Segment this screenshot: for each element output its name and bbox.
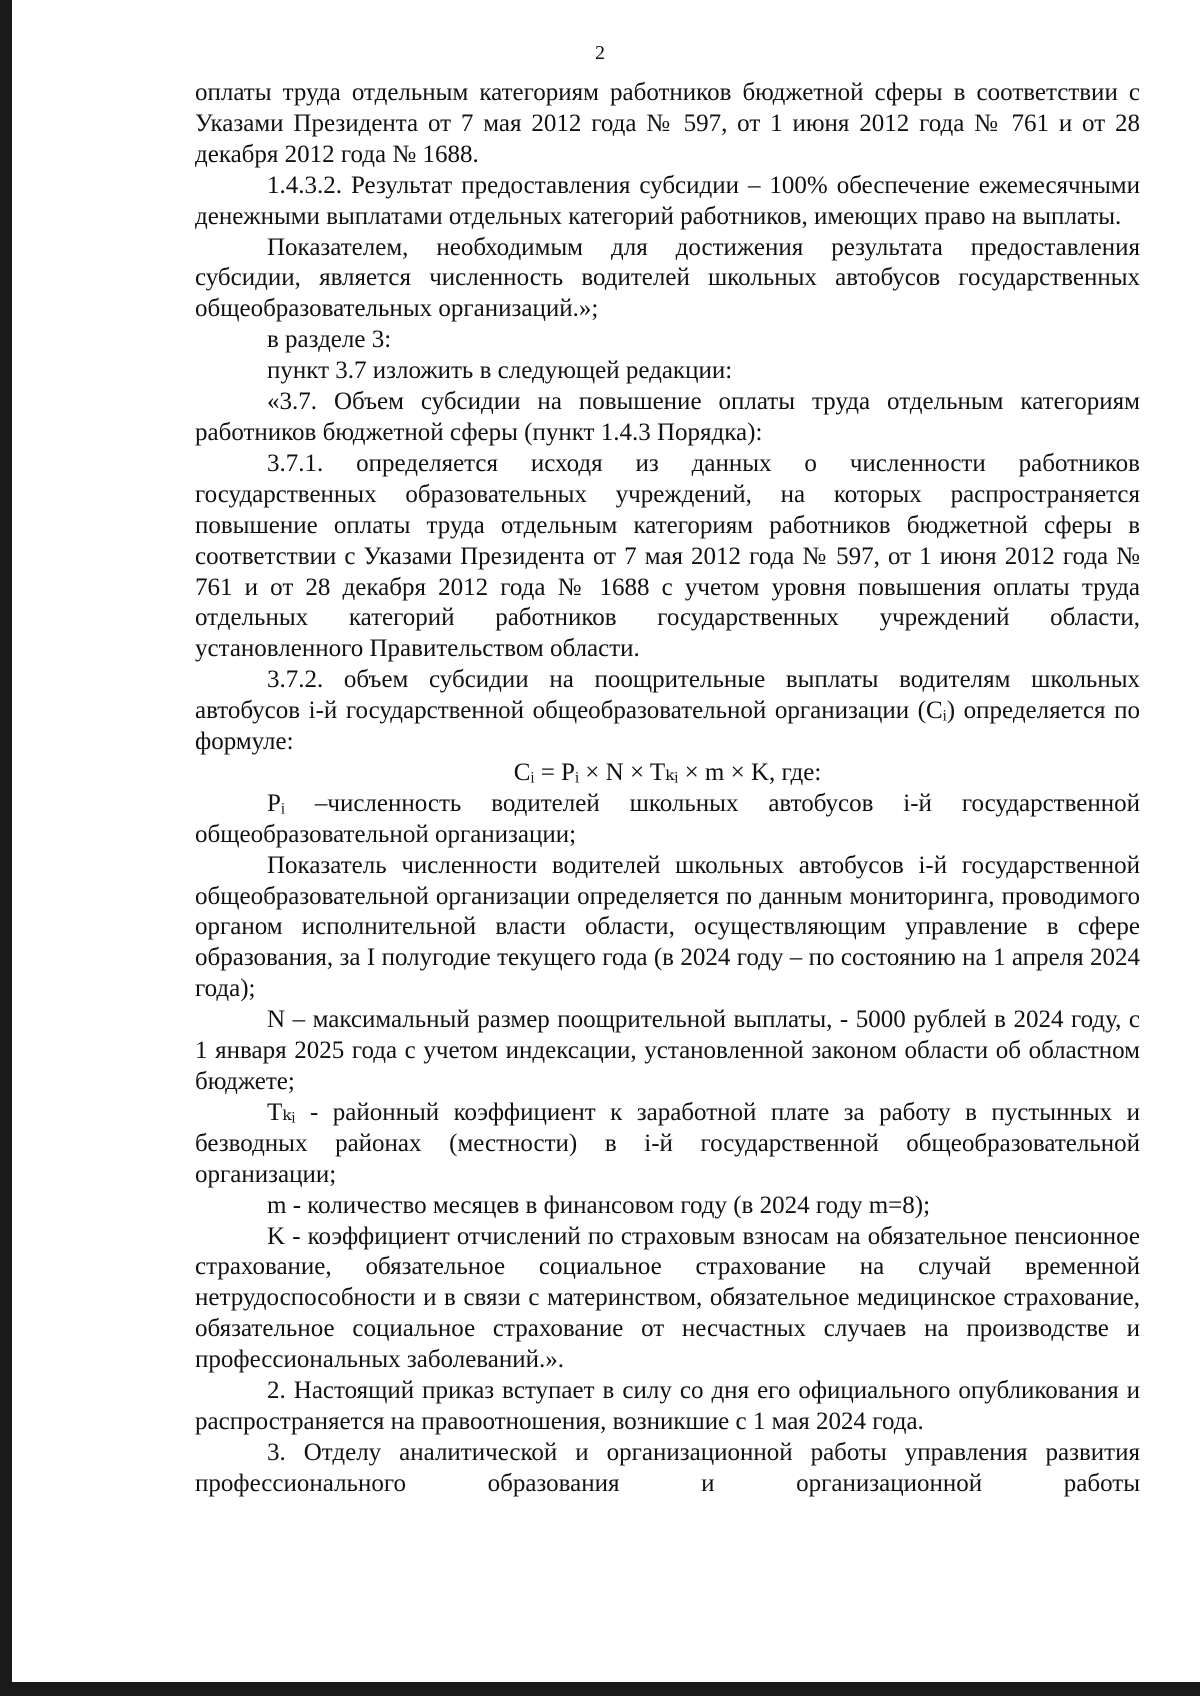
paragraph-item-2: 2. Настоящий приказ вступает в силу со дня его официального опубликования и распространяется на правоотношения, возникшие с 1 мая 2024 года. xyxy=(195,1377,1140,1435)
definition-n: N – максимальный размер поощрительной выплаты, - 5000 рублей в 2024 году, с 1 января 2025 года с учетом индексации, установленной законом области об областном бюджете; xyxy=(195,1006,1140,1095)
scan-border-left xyxy=(0,0,12,1696)
paragraph-1-4-3-2: 1.4.3.2. Результат предоставления субсидии – 100% обеспечение ежемесячными денежными выплатами отдельных категорий работников, имеющих право на выплаты. xyxy=(195,171,1140,230)
definition-tki: Tₖᵢ - районный коэффициент к заработной плате за работу в пустынных и безводных районах (местности) в i-й государственной общеобразовательной организации; xyxy=(195,1098,1140,1188)
paragraph-intro-continuation: оплаты труда отдельным категориям работников бюджетной сферы в соответствии с Указами Президента от 7 мая 2012 года № 597, от 1 июня 2012 года № 761 и от 28 декабря 2012 года № 1688. xyxy=(195,79,1140,168)
paragraph-clause-3-7-2: 3.7.2. объем субсидии на поощрительные выплаты водителям школьных автобусов i-й государственной общеобразовательной организации (Cᵢ) определяется по формуле: xyxy=(195,666,1140,756)
page-number: 2 xyxy=(595,42,605,64)
paragraph-clause-3-7-1: 3.7.1. определяется исходя из данных о численности работников государственных образовательных учреждений, на которых распространяется повышение оплаты труда отдельным категориям работников бюджетной сферы в соответствии с Указами Президента от 7 мая 2012 года № 597, от 1 июня 2012 года № 761 и от 28 декабря 2012 года № 1688 с учетом уровня повышения оплаты труда отдельных категорий работников государственных учреждений области, установленного Правительством области. xyxy=(195,449,1140,663)
formula: Cᵢ = Pᵢ × N × Tₖᵢ × m × K, где: xyxy=(513,758,822,786)
definition-pi: Pᵢ –численность водителей школьных автобусов i-й государственной общеобразовательной организации; xyxy=(195,789,1140,848)
definition-m: m - количество месяцев в финансовом году (в 2024 году m=8); xyxy=(267,1191,931,1219)
paragraph-item-3: 3. Отделу аналитической и организационной работы управления развития профессионального образования и организационной работы xyxy=(195,1438,1140,1497)
definition-k: K - коэффициент отчислений по страховым взносам на обязательное пенсионное страхование, обязательное социальное страхование на случай временной нетрудоспособности и в связи с материнством, обязательное медицинское страхование, обязательное социальное страхование от несчастных случаев на производстве и профессиональных заболеваний.». xyxy=(195,1222,1140,1374)
paragraph-indicator: Показателем, необходимым для достижения результата предоставления субсидии, является численность водителей школьных автобусов государственных общеобразовательных организаций.»; xyxy=(195,233,1140,323)
scan-border-bottom xyxy=(0,1682,1200,1696)
paragraph-section-3: в разделе 3: xyxy=(267,326,392,354)
paragraph-clause-3-7: «3.7. Объем субсидии на повышение оплаты труда отдельным категориям работников бюджетной сферы (пункт 1.4.3 Порядка): xyxy=(195,388,1140,446)
paragraph-indicator-definition: Показатель численности водителей школьных автобусов i-й государственной общеобразовательной организации определяется по данным мониторинга, проводимого органом исполнительной власти области, осуществляющим управление в сфере образования, за I полугодие текущего года (в 2024 году – по состоянию на 1 апреля 2024 года); xyxy=(195,851,1140,1003)
document-body xyxy=(195,78,1140,1531)
paragraph-clause-3-7-intro: пункт 3.7 изложить в следующей редакции: xyxy=(267,357,733,385)
